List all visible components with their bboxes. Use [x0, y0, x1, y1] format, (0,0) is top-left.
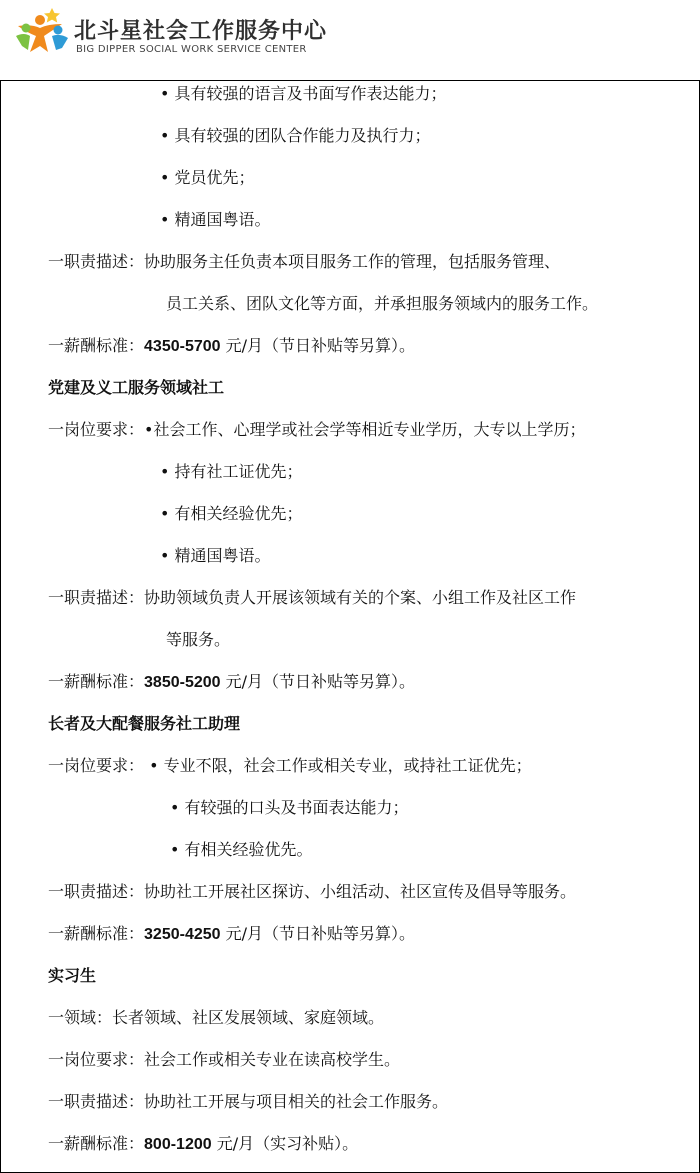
salary-line — [48, 924, 415, 945]
requirement-item: • 具有较强的团队合作能力及执行力； — [160, 126, 431, 145]
salary-label: 一薪酬标准： — [48, 1134, 145, 1153]
salary-label: 一薪酬标准： — [48, 336, 145, 355]
duty-description: 一职责描述：协助社工开展社区探访、小组活动、社区宣传及倡导等服务。 — [48, 882, 577, 901]
org-name-cn: 北斗星社会工作服务中心 — [74, 19, 328, 44]
section-title: 长者及大配餐服务社工助理 — [48, 714, 241, 733]
requirement-item: • 精通国粤语。 — [160, 210, 271, 229]
salary-range: 4350-5700 — [144, 338, 221, 355]
duty-description: 一职责描述：协助领域负责人开展该领域有关的个案、小组工作及社区工作 — [48, 588, 577, 607]
duty-description: 一职责描述：协助社工开展与项目相关的社会工作服务。 — [48, 1092, 449, 1111]
salary-range: 3850-5200 — [144, 674, 221, 691]
section-title: 实习生 — [48, 966, 97, 985]
duty-description-cont: 员工关系、团队文化等方面，并承担服务领域内的服务工作。 — [166, 294, 599, 313]
requirement-item: • 具有较强的语言及书面写作表达能力； — [160, 84, 447, 103]
duty-description-cont: 等服务。 — [166, 630, 231, 649]
big-dipper-logo-icon — [14, 6, 70, 56]
salary-unit: 元/月（节日补贴等另算）。 — [220, 672, 416, 691]
page-header — [0, 0, 700, 80]
salary-line — [48, 1134, 358, 1155]
requirement-item: 一岗位要求： • 专业不限，社会工作或相关专业，或持社工证优先； — [48, 756, 532, 775]
salary-line — [48, 672, 415, 693]
salary-unit: 元/月（节日补贴等另算）。 — [220, 924, 416, 943]
section-title: 党建及义工服务领域社工 — [48, 378, 225, 397]
requirement-item: 一岗位要求：•社会工作、心理学或社会学等相近专业学历，大专以上学历； — [48, 420, 586, 439]
requirement-item: • 持有社工证优先； — [160, 462, 303, 481]
salary-range: 800-1200 — [144, 1136, 212, 1153]
requirement-item: 一岗位要求：社会工作或相关专业在读高校学生。 — [48, 1050, 401, 1069]
org-name-en: BIG DIPPER SOCIAL WORK SERVICE CENTER — [76, 44, 307, 55]
salary-unit: 元/月（节日补贴等另算）。 — [220, 336, 416, 355]
requirement-item: • 有相关经验优先； — [160, 504, 303, 523]
salary-unit: 元/月（实习补贴）。 — [211, 1134, 359, 1153]
duty-description: 一职责描述：协助服务主任负责本项目服务工作的管理，包括服务管理、 — [48, 252, 561, 271]
requirement-item: • 党员优先； — [160, 168, 255, 187]
salary-label: 一薪酬标准： — [48, 672, 145, 691]
requirement-item: • 有较强的口头及书面表达能力； — [170, 798, 409, 817]
field-line: 一领域：长者领域、社区发展领域、家庭领域。 — [48, 1008, 385, 1027]
salary-line — [48, 336, 415, 357]
salary-label: 一薪酬标准： — [48, 924, 145, 943]
requirement-item: • 精通国粤语。 — [160, 546, 271, 565]
salary-range: 3250-4250 — [144, 926, 221, 943]
requirement-item: • 有相关经验优先。 — [170, 840, 313, 859]
